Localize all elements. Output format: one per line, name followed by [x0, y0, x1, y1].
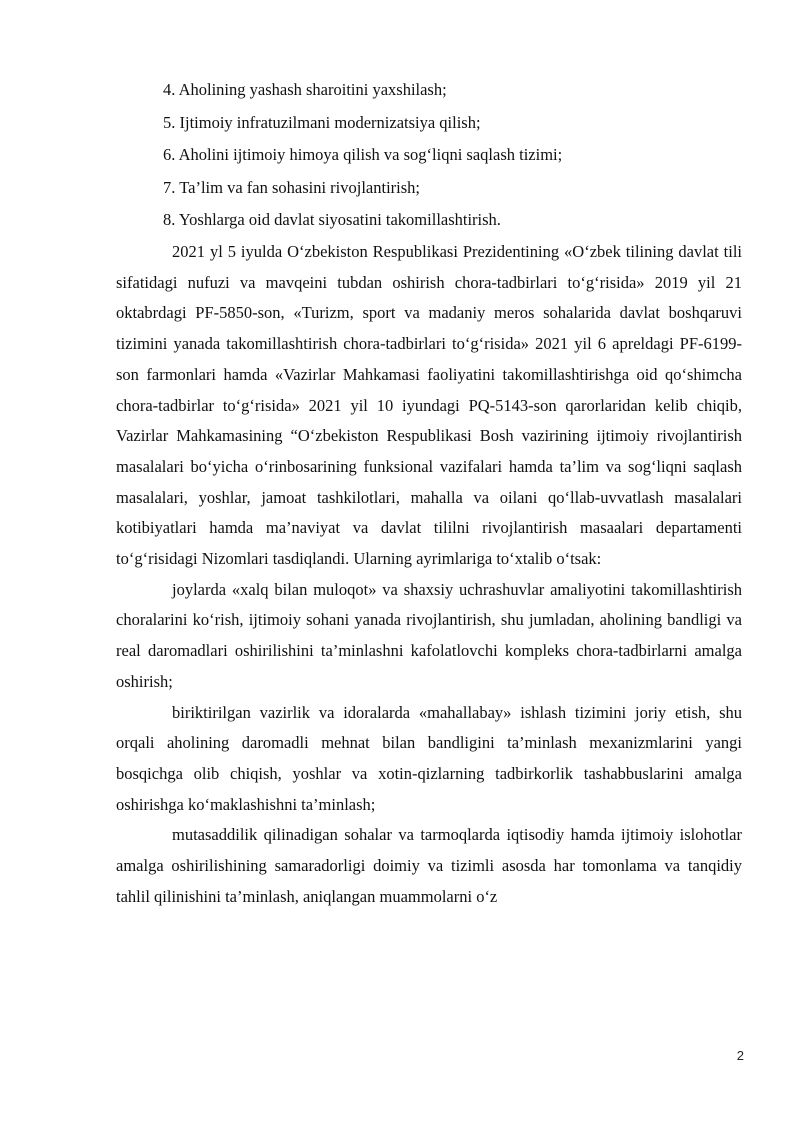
list-item: 8. Yoshlarga oid davlat siyosatini takomillashtirish.: [163, 210, 501, 229]
numbered-list: [163, 74, 723, 237]
paragraph: 2021 yl 5 iyulda O‘zbekiston Respublikasi Prezidentining «O‘zbek tilining davlat tili sifatidagi nufuzi va mavqeini tubdan oshirish chora-tadbirlari to‘g‘risida» 2019 yil 21 oktabrdagi PF-5850-son, «Turizm, sport va madaniy meros sohalarida davlat boshqaruvi tizimini yanada takomillashtirish chora-tadbirlari to‘g‘risida» 2021 yil 6 apreldagi PF-6199-son farmonlari hamda «Vazirlar Mahkamasi faoliyatini takomillashtirishga oid qo‘shimcha chora-tadbirlar to‘g‘risida» 2021 yil 10 iyundagi PQ-5143-son qarorlaridan kelib chiqib, Vazirlar Mahkamasining “O‘zbekiston Respublikasi Bosh vazirining ijtimoiy rivojlantirish masalalari bo‘yicha o‘rinbosarining funksional vazifalari hamda ta’lim va sog‘liqni saqlash masalalari, yoshlar, jamoat tashkilotlari, mahalla va oilani qo‘llab-uvvatlash masalalari kotibiyatlari hamda ma’naviyat va davlat tililni rivojlantirish masaalari departamenti to‘g‘risidagi Nizomlari tasdiqlandi. Ularning ayrimlariga to‘xtalib o‘tsak:: [116, 242, 742, 569]
list-item: 6. Aholini ijtimoiy himoya qilish va sog‘liqni saqlash tizimi;: [163, 145, 563, 164]
body-text: [116, 237, 742, 912]
paragraph: joylarda «xalq bilan muloqot» va shaxsiy uchrashuvlar amaliyotini takomillashtirish choralarini ko‘rish, ijtimoiy sohani yanada rivojlantirish, shu jumladan, aholining bandligi va real daromadlari oshirilishini ta’minlashni kafolatlovchi kompleks chora-tadbirlarni amalga oshirish;: [116, 579, 742, 691]
page-number: 2: [736, 1048, 744, 1063]
paragraph: mutasaddilik qilinadigan sohalar va tarmoqlarda iqtisodiy hamda ijtimoiy islohotlar amalga oshirilishining samaradorligi doimiy va tizimli asosda har tomonlama va tanqidiy tahlil qilinishini ta’minlash, aniqlangan muammolarni o‘z: [116, 825, 742, 906]
list-item: 4. Aholining yashash sharoitini yaxshilash;: [163, 80, 447, 99]
list-item: 7. Ta’lim va fan sohasini rivojlantirish;: [163, 177, 420, 197]
paragraph: biriktirilgan vazirlik va idoralarda «mahallabay» ishlash tizimini joriy etish, shu orqali aholining daromadli mehnat bilan bandligini ta’minlash mexanizmlarini yangi bosqichga olib chiqish, yoshlar va xotin-qizlarning tadbirkorlik tashabbuslarini amalga oshirishga ko‘maklashishni ta’minlash;: [116, 702, 742, 814]
list-item: 5. Ijtimoiy infratuzilmani modernizatsiya qilish;: [163, 112, 481, 132]
